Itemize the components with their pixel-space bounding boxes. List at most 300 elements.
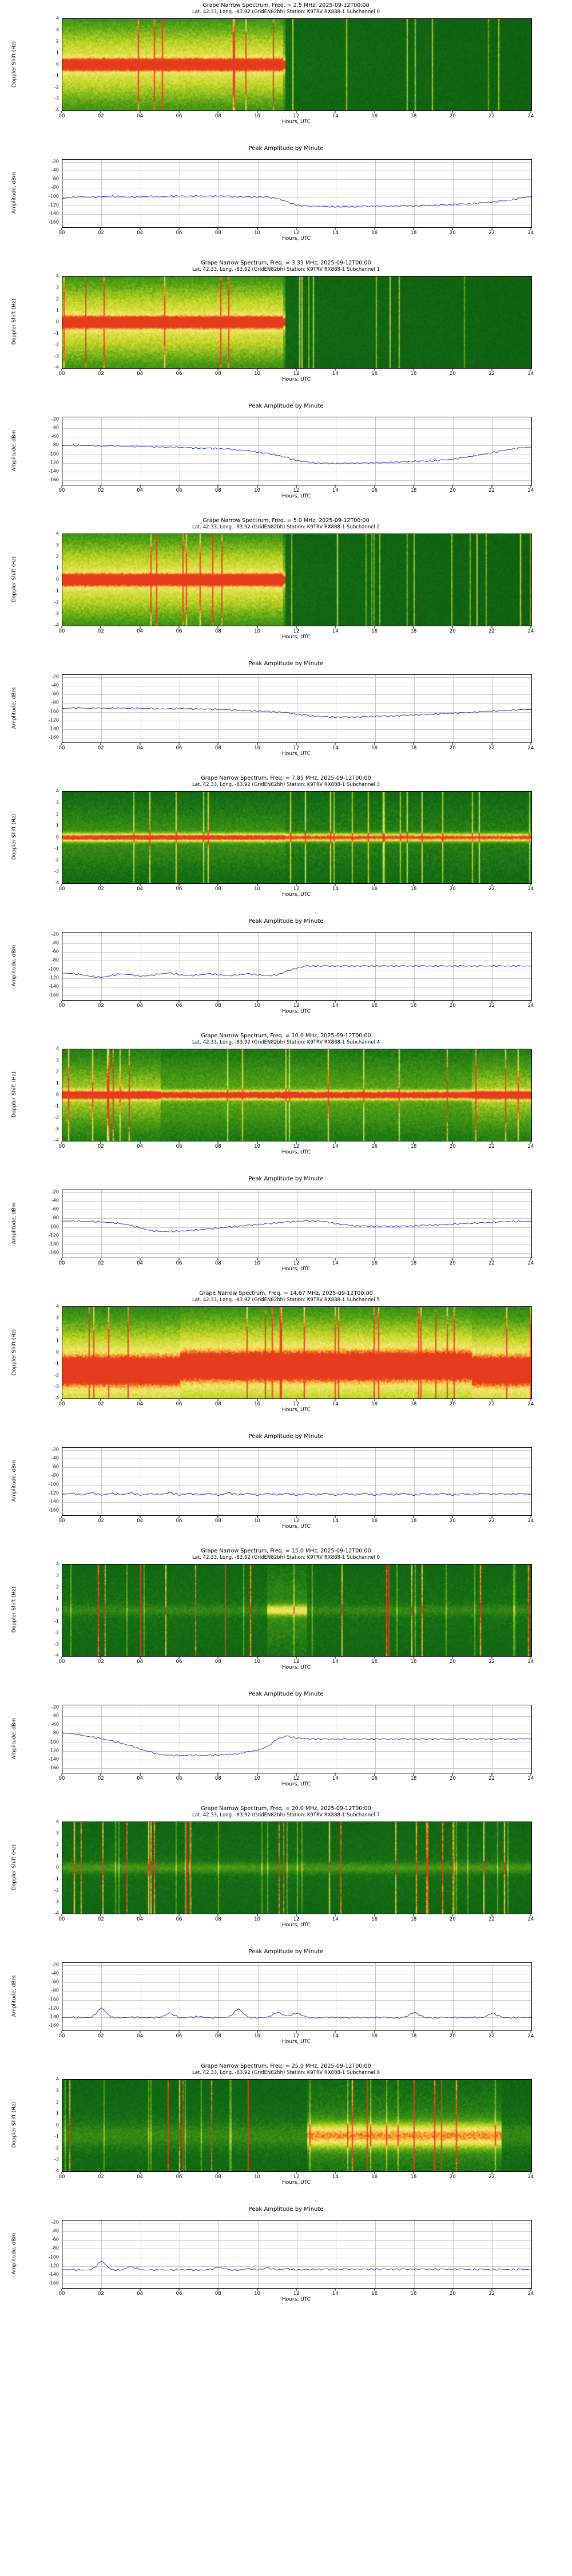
amplitude-x-ticks xyxy=(58,1001,534,1009)
axis-tick-label: 08 xyxy=(214,1776,221,1781)
axis-tick-label: 20 xyxy=(449,1144,456,1149)
axis-tick-label: -40 xyxy=(51,1970,59,1976)
spectrogram-image xyxy=(62,276,531,368)
amplitude-x-axis-label: Hours, UTC xyxy=(282,751,311,757)
spectrogram-title: Grape Narrow Spectrum, Freq. = 5.0 MHz, 2025-09-12T00:00 xyxy=(202,517,370,524)
axis-tick-label: -120 xyxy=(48,2005,59,2011)
axis-tick-label: 1 xyxy=(55,1595,59,1601)
axis-tick-label: 16 xyxy=(371,1401,378,1407)
axis-tick-label: 22 xyxy=(488,1401,495,1407)
axis-tick-label: 24 xyxy=(527,1659,534,1665)
axis-tick-label: 18 xyxy=(410,1144,417,1149)
axis-tick-label: 08 xyxy=(214,1917,221,1922)
axis-tick-label: -140 xyxy=(48,726,59,732)
axis-tick-label: 0 xyxy=(55,2122,59,2128)
axis-tick-label: 16 xyxy=(371,745,378,751)
axis-tick-label: 04 xyxy=(137,2033,144,2039)
amplitude-y-axis-label: Amplitude, dBm xyxy=(11,1717,17,1760)
axis-tick-label: -100 xyxy=(48,2254,59,2260)
amplitude-chart-title: Peak Amplitude by Minute xyxy=(248,1176,324,1182)
axis-tick-label: 04 xyxy=(137,1518,144,1524)
spectrogram-image xyxy=(62,792,531,883)
axis-tick-label: -160 xyxy=(48,2022,59,2028)
spectrogram-x-axis-label: Hours, UTC xyxy=(282,2180,311,2186)
amplitude-y-ticks xyxy=(30,1962,61,2030)
axis-tick-label: 24 xyxy=(527,230,534,236)
axis-tick-label: 04 xyxy=(137,2291,144,2297)
axis-tick-label: 02 xyxy=(97,629,104,634)
axis-tick-label: 18 xyxy=(410,1776,417,1781)
axis-tick-label: 04 xyxy=(137,886,144,892)
amplitude-panel xyxy=(0,916,572,1030)
spectrogram-subtitle: Lat. 42.33, Long. -83.92 (GridEN82bh) Station: K9TRV RX888-1 Subchannel 2 xyxy=(192,524,380,530)
spectrogram-image xyxy=(62,1307,531,1398)
axis-tick-label: 24 xyxy=(527,745,534,751)
axis-tick-label: 08 xyxy=(214,886,221,892)
axis-tick-label: 1 xyxy=(55,1080,59,1086)
axis-tick-label: -100 xyxy=(48,709,59,714)
axis-tick-label: 08 xyxy=(214,629,221,634)
axis-tick-label: 2 xyxy=(55,1842,59,1847)
spectrogram-x-axis-label: Hours, UTC xyxy=(282,1665,311,1670)
axis-tick-label: 16 xyxy=(371,488,378,493)
spectrogram-x-ticks xyxy=(58,1914,534,1922)
spectrogram-title: Grape Narrow Spectrum, Freq. = 3.33 MHz, 2025-09-12T00:00 xyxy=(201,260,371,266)
axis-tick-label: 04 xyxy=(137,1261,144,1266)
axis-tick-label: 14 xyxy=(332,1659,339,1665)
axis-tick-label: -60 xyxy=(51,1979,59,1985)
axis-tick-label: -1 xyxy=(54,1876,59,1882)
axis-tick-label: 16 xyxy=(371,1003,378,1009)
axis-tick-label: 2 xyxy=(55,1069,59,1074)
spectrogram-x-ticks xyxy=(58,1141,534,1149)
axis-tick-label: 24 xyxy=(527,1776,534,1781)
axis-tick-label: 16 xyxy=(371,1144,378,1149)
axis-tick-label: 22 xyxy=(488,1917,495,1922)
series-line xyxy=(62,195,531,208)
axis-tick-label: 18 xyxy=(410,1518,417,1524)
amplitude-y-axis-label: Amplitude, dBm xyxy=(11,1202,17,1244)
axis-tick-label: 02 xyxy=(97,2174,104,2180)
axis-tick-label: 00 xyxy=(58,1917,65,1922)
axis-tick-label: -2 xyxy=(54,2145,59,2151)
axis-tick-label: 06 xyxy=(176,2174,182,2180)
axis-tick-label: 12 xyxy=(293,2033,300,2039)
axis-tick-label: -40 xyxy=(51,940,59,946)
axis-tick-label: 4 xyxy=(55,2076,59,2082)
series-line xyxy=(62,2008,531,2018)
amplitude-panel xyxy=(0,2204,572,2318)
axis-tick-label: 22 xyxy=(488,113,495,119)
axis-tick-label: 16 xyxy=(371,1659,378,1665)
axis-tick-label: -100 xyxy=(48,1997,59,2002)
axis-tick-label: 14 xyxy=(332,886,339,892)
axis-tick-label: 04 xyxy=(137,230,144,236)
axis-tick-label: 18 xyxy=(410,230,417,236)
axis-tick-label: -2 xyxy=(54,1372,59,1378)
axis-tick-label: 06 xyxy=(176,1003,182,1009)
spectrogram-y-ticks xyxy=(34,273,61,370)
axis-tick-label: -3 xyxy=(54,611,59,617)
amplitude-trace xyxy=(62,675,531,742)
spectrogram-y-axis-label: Doppler Shift (Hz) xyxy=(11,1329,17,1376)
axis-tick-label: 20 xyxy=(449,1401,456,1407)
spectrogram-panel xyxy=(0,1546,572,1689)
axis-tick-label: 14 xyxy=(332,488,339,493)
axis-tick-label: 3 xyxy=(55,800,59,805)
axis-tick-label: 04 xyxy=(137,113,144,119)
axis-tick-label: 1 xyxy=(55,823,59,828)
axis-tick-label: 22 xyxy=(488,1261,495,1266)
axis-tick-label: 24 xyxy=(527,1261,534,1266)
axis-tick-label: 20 xyxy=(449,1659,456,1665)
axis-tick-label: 00 xyxy=(58,1003,65,1009)
axis-tick-label: 20 xyxy=(449,488,456,493)
amplitude-panel xyxy=(0,1689,572,1803)
axis-tick-label: 10 xyxy=(254,1401,261,1407)
spectrogram-image xyxy=(62,1564,531,1656)
spectrogram-plot-area xyxy=(62,276,532,369)
amplitude-trace xyxy=(62,1190,531,1258)
axis-tick-label: 10 xyxy=(254,371,261,377)
axis-tick-label: 3 xyxy=(55,285,59,290)
axis-tick-label: 04 xyxy=(137,488,144,493)
amplitude-y-axis-label: Amplitude, dBm xyxy=(11,429,17,472)
axis-tick-label: -20 xyxy=(51,159,59,164)
axis-tick-label: 10 xyxy=(254,1003,261,1009)
spectrogram-x-ticks xyxy=(58,369,534,377)
axis-tick-label: -160 xyxy=(48,1250,59,1255)
axis-tick-label: 14 xyxy=(332,230,339,236)
amplitude-x-axis-label: Hours, UTC xyxy=(282,1266,311,1272)
axis-tick-label: 16 xyxy=(371,1261,378,1266)
axis-tick-label: -20 xyxy=(51,674,59,679)
spectrogram-subtitle: Lat. 42.33, Long. -83.92 (GridEN82bh) Station: K9TRV RX888-1 Subchannel 5 xyxy=(192,1297,380,1303)
axis-tick-label: 2 xyxy=(55,1584,59,1590)
axis-tick-label: -120 xyxy=(48,1490,59,1496)
series-line xyxy=(62,707,531,718)
spectrogram-title: Grape Narrow Spectrum, Freq. = 2.5 MHz, 2025-09-12T00:00 xyxy=(202,2,370,9)
axis-tick-label: 20 xyxy=(449,230,456,236)
spectrogram-panel xyxy=(0,1288,572,1431)
amplitude-y-axis-label: Amplitude, dBm xyxy=(11,2233,17,2275)
amplitude-y-ticks xyxy=(30,2220,61,2287)
grid-line xyxy=(531,1705,532,1773)
axis-tick-label: 3 xyxy=(55,1057,59,1063)
axis-tick-label: 10 xyxy=(254,1776,261,1781)
spectrogram-subtitle: Lat. 42.33, Long. -83.92 (GridEN82bh) Station: K9TRV RX888-1 Subchannel 3 xyxy=(192,782,380,788)
subchannel-group xyxy=(0,515,572,773)
amplitude-plot-area xyxy=(62,417,532,485)
axis-tick-label: 06 xyxy=(176,629,182,634)
subchannel-group xyxy=(0,1803,572,2061)
axis-tick-label: -160 xyxy=(48,2280,59,2286)
amplitude-y-axis-label: Amplitude, dBm xyxy=(11,172,17,214)
axis-tick-label: 04 xyxy=(137,371,144,377)
axis-tick-label: -4 xyxy=(54,2168,59,2174)
axis-tick-label: 08 xyxy=(214,371,221,377)
axis-tick-label: 12 xyxy=(293,886,300,892)
axis-tick-label: 20 xyxy=(449,2291,456,2297)
amplitude-y-ticks xyxy=(30,417,61,484)
axis-tick-label: 22 xyxy=(488,1144,495,1149)
axis-tick-label: -20 xyxy=(51,931,59,937)
axis-tick-label: -3 xyxy=(54,1899,59,1905)
axis-tick-label: 02 xyxy=(97,1261,104,1266)
amplitude-panel xyxy=(0,401,572,515)
spectrogram-x-ticks xyxy=(58,1657,534,1665)
subchannel-group xyxy=(0,773,572,1030)
spectrogram-y-ticks xyxy=(34,531,61,628)
amplitude-y-axis-label: Amplitude, dBm xyxy=(11,687,17,729)
axis-tick-label: 10 xyxy=(254,2174,261,2180)
axis-tick-label: 1 xyxy=(55,1338,59,1344)
axis-tick-label: -20 xyxy=(51,1704,59,1710)
amplitude-x-axis-label: Hours, UTC xyxy=(282,493,311,499)
spectrogram-plot-area xyxy=(62,791,532,884)
spectrogram-panel xyxy=(0,1803,572,1946)
spectrogram-title: Grape Narrow Spectrum, Freq. = 25.0 MHz, 2025-09-12T00:00 xyxy=(201,2063,371,2069)
axis-tick-label: -3 xyxy=(54,1126,59,1132)
axis-tick-label: -120 xyxy=(48,1232,59,1238)
axis-tick-label: 06 xyxy=(176,113,182,119)
axis-tick-label: 14 xyxy=(332,371,339,377)
axis-tick-label: 06 xyxy=(176,1261,182,1266)
axis-tick-label: 4 xyxy=(55,788,59,794)
axis-tick-label: 12 xyxy=(293,1003,300,1009)
axis-tick-label: 16 xyxy=(371,1518,378,1524)
axis-tick-label: -80 xyxy=(51,2245,59,2251)
axis-tick-label: 20 xyxy=(449,371,456,377)
axis-tick-label: -2 xyxy=(54,1115,59,1120)
amplitude-x-ticks xyxy=(58,2031,534,2039)
axis-tick-label: 4 xyxy=(55,273,59,279)
axis-tick-label: 00 xyxy=(58,745,65,751)
amplitude-plot-area xyxy=(62,159,532,228)
axis-tick-label: 12 xyxy=(293,629,300,634)
spectrogram-title: Grape Narrow Spectrum, Freq. = 7.85 MHz, 2025-09-12T00:00 xyxy=(201,775,371,781)
axis-tick-label: 10 xyxy=(254,2033,261,2039)
axis-tick-label: 08 xyxy=(214,1003,221,1009)
axis-tick-label: 24 xyxy=(527,1003,534,1009)
amplitude-y-ticks xyxy=(30,1705,61,1772)
axis-tick-label: -3 xyxy=(54,96,59,101)
axis-tick-label: 18 xyxy=(410,1401,417,1407)
amplitude-y-ticks xyxy=(30,1190,61,1257)
spectrogram-image xyxy=(62,1822,531,1914)
spectrogram-image xyxy=(62,2080,531,2171)
axis-tick-label: 00 xyxy=(58,1261,65,1266)
subchannel-group xyxy=(0,0,572,258)
spectrogram-image xyxy=(62,19,531,110)
axis-tick-label: -100 xyxy=(48,1481,59,1487)
axis-tick-label: 24 xyxy=(527,2291,534,2297)
grid-line xyxy=(531,1448,532,1515)
axis-tick-label: 1 xyxy=(55,1853,59,1859)
axis-tick-label: 02 xyxy=(97,2033,104,2039)
amplitude-trace xyxy=(62,2221,531,2288)
axis-tick-label: 12 xyxy=(293,1261,300,1266)
spectrogram-x-axis-label: Hours, UTC xyxy=(282,1407,311,1413)
axis-tick-label: -100 xyxy=(48,193,59,199)
axis-tick-label: -40 xyxy=(51,1198,59,1203)
axis-tick-label: 00 xyxy=(58,1659,65,1665)
axis-tick-label: 4 xyxy=(55,1561,59,1567)
axis-tick-label: 02 xyxy=(97,1776,104,1781)
axis-tick-label: -20 xyxy=(51,2219,59,2225)
axis-tick-label: 02 xyxy=(97,230,104,236)
axis-tick-label: 20 xyxy=(449,1261,456,1266)
spectrogram-plot-area xyxy=(62,1049,532,1141)
axis-tick-label: 12 xyxy=(293,745,300,751)
axis-tick-label: 12 xyxy=(293,113,300,119)
axis-tick-label: 4 xyxy=(55,1819,59,1824)
spectrogram-y-ticks xyxy=(34,1046,61,1143)
axis-tick-label: 3 xyxy=(55,1315,59,1321)
axis-tick-label: 14 xyxy=(332,1401,339,1407)
amplitude-plot-area xyxy=(62,1962,532,2031)
subchannel-group xyxy=(0,258,572,515)
axis-tick-label: -1 xyxy=(54,1103,59,1109)
axis-tick-label: -140 xyxy=(48,211,59,216)
spectrogram-title: Grape Narrow Spectrum, Freq. = 10.0 MHz, 2025-09-12T00:00 xyxy=(201,1033,371,1039)
spectrogram-subtitle: Lat. 42.33, Long. -83.92 (GridEN82bh) Station: K9TRV RX888-1 Subchannel 4 xyxy=(192,1040,380,1045)
series-line xyxy=(62,1220,531,1232)
amplitude-x-ticks xyxy=(58,228,534,236)
axis-tick-label: 00 xyxy=(58,488,65,493)
axis-tick-label: 16 xyxy=(371,1917,378,1922)
axis-tick-label: -40 xyxy=(51,167,59,173)
axis-tick-label: 00 xyxy=(58,1518,65,1524)
grid-line xyxy=(531,1190,532,1258)
axis-tick-label: -120 xyxy=(48,1748,59,1753)
spectrogram-subtitle: Lat. 42.33, Long. -83.92 (GridEN82bh) Station: K9TRV RX888-1 Subchannel 6 xyxy=(192,1555,380,1560)
axis-tick-label: -60 xyxy=(51,949,59,954)
axis-tick-label: 14 xyxy=(332,1518,339,1524)
axis-tick-label: 2 xyxy=(55,1326,59,1332)
axis-tick-label: 3 xyxy=(55,1573,59,1578)
amplitude-plot-area xyxy=(62,1705,532,1773)
subchannel-group xyxy=(0,2061,572,2318)
axis-tick-label: 06 xyxy=(176,2291,182,2297)
axis-tick-label: 08 xyxy=(214,2174,221,2180)
spectrogram-x-axis-label: Hours, UTC xyxy=(282,377,311,382)
spectrogram-subtitle: Lat. 42.33, Long. -83.92 (GridEN82bh) Station: K9TRV RX888-1 Subchannel 7 xyxy=(192,1812,380,1818)
axis-tick-label: 08 xyxy=(214,1261,221,1266)
amplitude-chart-title: Peak Amplitude by Minute xyxy=(248,918,324,924)
spectrogram-panel xyxy=(0,515,572,658)
axis-tick-label: -2 xyxy=(54,599,59,605)
axis-tick-label: 2 xyxy=(55,811,59,817)
spectrogram-title: Grape Narrow Spectrum, Freq. = 15.0 MHz, 2025-09-12T00:00 xyxy=(201,1548,371,1554)
axis-tick-label: -140 xyxy=(48,1241,59,1247)
axis-tick-label: 18 xyxy=(410,1659,417,1665)
axis-tick-label: 04 xyxy=(137,1659,144,1665)
axis-tick-label: -1 xyxy=(54,846,59,851)
axis-tick-label: -140 xyxy=(48,2271,59,2277)
axis-tick-label: 22 xyxy=(488,1518,495,1524)
axis-tick-label: 22 xyxy=(488,488,495,493)
axis-tick-label: 20 xyxy=(449,1776,456,1781)
subchannel-group xyxy=(0,1546,572,1803)
series-line xyxy=(62,1492,531,1496)
amplitude-y-axis-label: Amplitude, dBm xyxy=(11,945,17,987)
axis-tick-label: -80 xyxy=(51,442,59,448)
axis-tick-label: 1 xyxy=(55,50,59,56)
spectrogram-image xyxy=(62,1049,531,1141)
axis-tick-label: 14 xyxy=(332,1261,339,1266)
axis-tick-label: -4 xyxy=(54,1910,59,1916)
axis-tick-label: 22 xyxy=(488,629,495,634)
axis-tick-label: -140 xyxy=(48,2014,59,2020)
axis-tick-label: -140 xyxy=(48,468,59,474)
axis-tick-label: -4 xyxy=(54,1653,59,1658)
spectrogram-x-axis-label: Hours, UTC xyxy=(282,892,311,898)
series-line xyxy=(62,444,531,464)
axis-tick-label: 08 xyxy=(214,1518,221,1524)
axis-tick-label: 24 xyxy=(527,1917,534,1922)
spectrogram-y-axis-label: Doppler Shift (Hz) xyxy=(11,41,17,88)
axis-tick-label: -40 xyxy=(51,1455,59,1461)
axis-tick-label: 10 xyxy=(254,629,261,634)
axis-tick-label: -40 xyxy=(51,2228,59,2234)
axis-tick-label: 08 xyxy=(214,2033,221,2039)
axis-tick-label: -160 xyxy=(48,1765,59,1771)
axis-tick-label: 2 xyxy=(55,2099,59,2105)
axis-tick-label: -2 xyxy=(54,857,59,863)
axis-tick-label: -80 xyxy=(51,957,59,963)
axis-tick-label: -1 xyxy=(54,73,59,78)
spectrogram-y-axis-label: Doppler Shift (Hz) xyxy=(11,1844,17,1891)
spectrogram-y-ticks xyxy=(34,788,61,886)
amplitude-x-axis-label: Hours, UTC xyxy=(282,2039,311,2045)
axis-tick-label: 14 xyxy=(332,629,339,634)
axis-tick-label: 12 xyxy=(293,488,300,493)
axis-tick-label: -60 xyxy=(51,2237,59,2242)
axis-tick-label: -80 xyxy=(51,1988,59,1993)
spectrogram-x-ticks xyxy=(58,626,534,634)
axis-tick-label: -120 xyxy=(48,975,59,981)
spectrogram-plot-area xyxy=(62,18,532,111)
axis-tick-label: 18 xyxy=(410,488,417,493)
amplitude-y-ticks xyxy=(30,159,61,227)
amplitude-x-axis-label: Hours, UTC xyxy=(282,2297,311,2302)
spectrogram-x-axis-label: Hours, UTC xyxy=(282,634,311,640)
axis-tick-label: 10 xyxy=(254,886,261,892)
amplitude-y-ticks xyxy=(30,932,61,999)
axis-tick-label: 00 xyxy=(58,886,65,892)
amplitude-y-ticks xyxy=(30,674,61,742)
axis-tick-label: 18 xyxy=(410,2291,417,2297)
axis-tick-label: -40 xyxy=(51,425,59,430)
axis-tick-label: -160 xyxy=(48,1507,59,1513)
amplitude-trace xyxy=(62,160,531,227)
amplitude-chart-title: Peak Amplitude by Minute xyxy=(248,1433,324,1440)
axis-tick-label: -20 xyxy=(51,1962,59,1967)
axis-tick-label: 02 xyxy=(97,1518,104,1524)
amplitude-x-ticks xyxy=(58,2289,534,2297)
axis-tick-label: 02 xyxy=(97,371,104,377)
spectrogram-x-ticks xyxy=(58,884,534,892)
axis-tick-label: 0 xyxy=(55,1607,59,1613)
axis-tick-label: -3 xyxy=(54,1641,59,1647)
axis-tick-label: -20 xyxy=(51,1189,59,1195)
axis-tick-label: 18 xyxy=(410,371,417,377)
axis-tick-label: 16 xyxy=(371,886,378,892)
subchannel-group xyxy=(0,1288,572,1546)
axis-tick-label: 14 xyxy=(332,1003,339,1009)
axis-tick-label: -60 xyxy=(51,691,59,697)
